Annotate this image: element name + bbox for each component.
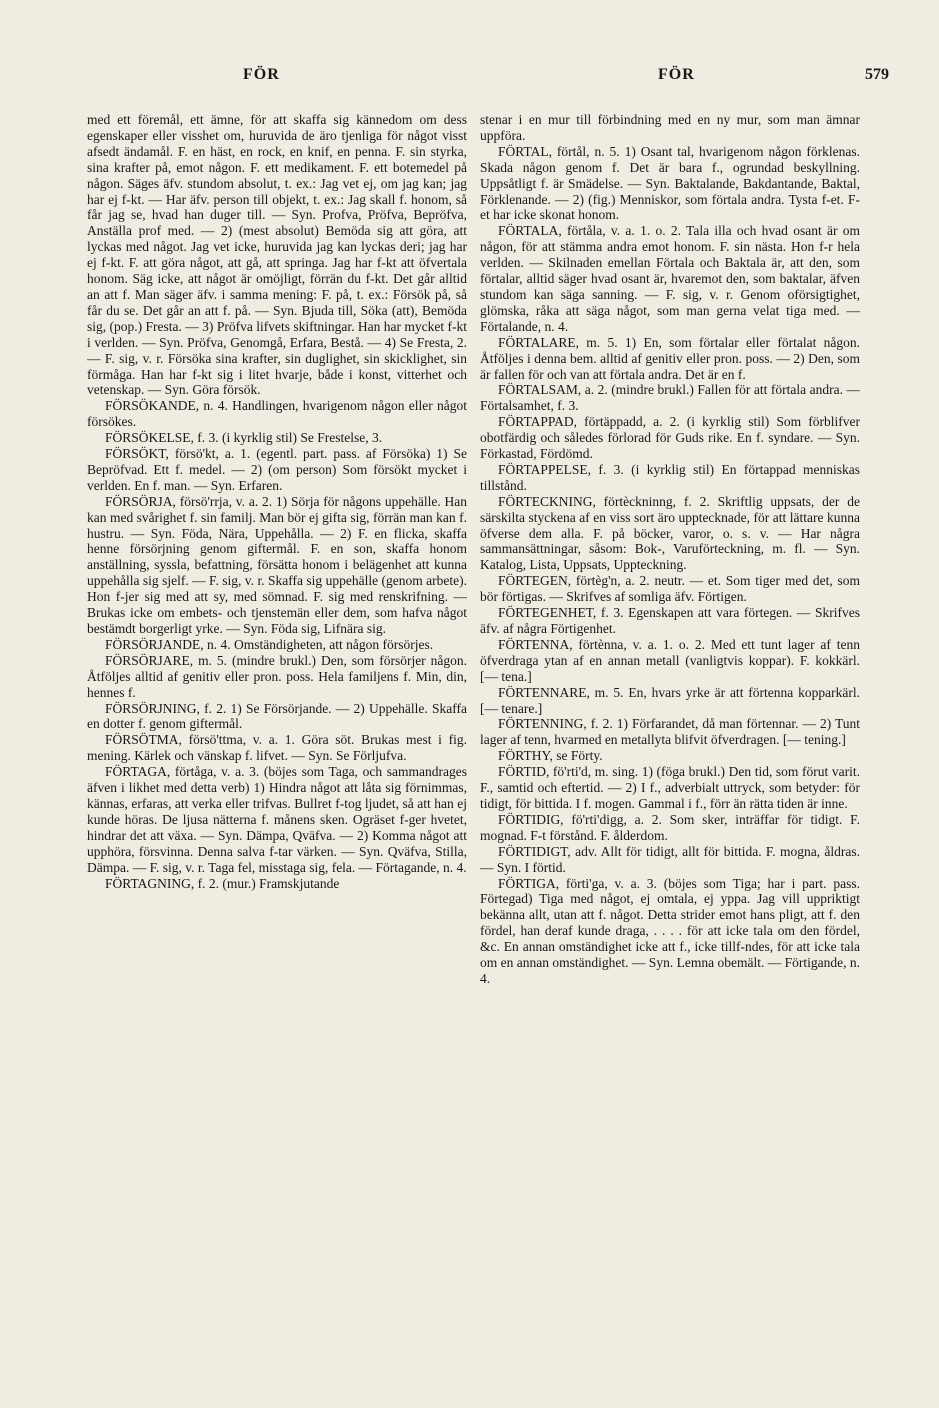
dictionary-entry: FÖRTIGA, förti'ga, v. a. 3. (böjes som Tiga; har i part. pass. Förtegad) Tiga med något, ej omtala, ej yppa. Jag vill uppriktigt bekänna allt, utan att f. något. Detta strider emot hans pligt, att f. den fördel, han deraf kunde draga, . . . . för att icke tala om den fördel, &c. En annan omständighet icke att f., icke tillf-ndes, för att icke tala om en annan omständighet. — Syn. Lemna obemält. — Förtigande, n. 4.: [480, 875, 860, 986]
right-column: [480, 112, 860, 1382]
dictionary-entry: FÖRTID, fö'rti'd, m. sing. 1) (föga brukl.) Den tid, som förut varit. F., samtid och eftertid. — 2) I f., adverbialt uttryck, som betyder: för tidigt, för bittida. I f. mogen. Gammal i f., förr än rätta tiden är inne.: [480, 764, 860, 811]
dictionary-entry: FÖRSÖRJARE, m. 5. (mindre brukl.) Den, som försörjer någon. Åtföljes alltid af genitiv eller pron. poss. Hela familjens f. Min, din, hennes f.: [87, 652, 467, 700]
dictionary-entry: FÖRTHY, se Förty.: [498, 748, 603, 764]
dictionary-entry: FÖRSÖTMA, försö'ttma, v. a. 1. Göra söt. Brukas mest i fig. mening. Kärlek och vänskap f. lifvet. — Syn. Se Förljufva.: [87, 732, 467, 764]
dictionary-entry: FÖRSÖKT, försö'kt, a. 1. (egentl. part. pass. af Försöka) 1) Se Bepröfvad. Ett f. medel. — 2) (om person) Som försökt mycket i verlden. En f. man. — Syn. Erfaren.: [87, 446, 467, 493]
running-head-left: FÖR: [243, 66, 280, 83]
page-number: 579: [865, 66, 889, 83]
dictionary-entry: stenar i en mur till förbindning med en ny mur, som man ämnar uppföra.: [480, 112, 860, 143]
dictionary-entry: FÖRSÖRJA, försö'rrja, v. a. 2. 1) Sörja för någons uppehälle. Han kan med svårighet f. sin familj. Man bör ej gifta sig, förrän man kan f. hustru. — Syn. Föda, Nära, Uppehålla. — 2) F. en flicka, skaffa henne försörjning genom giftermål. F. en son, skaffa honom anställning, syssla, befattning, försätta honom i belägenhet att kunna uppehålla sig sjelf. — F. sig, v. r. Skaffa sig uppehälle (genom arbete). Hon f-jer sig med att sy, med sömnad. F. sig med renskrifning. — Brukas icke om embets- och tjenstemän eller dem, som hafva något bestämdt borgerligt yrke. — Syn. Föda sig, Lifnära sig.: [87, 493, 467, 636]
dictionary-entry: FÖRTENNARE, m. 5. En, hvars yrke är att förtenna kopparkärl. [— tenare.]: [480, 684, 860, 716]
dictionary-entry: FÖRTALA, förtåla, v. a. 1. o. 2. Tala illa och hvad osant är om någon, för att stämma andra emot honom. F. sin nästa. Hon f-r hela verlden. — Skilnaden emellan Förtala och Baktala är, att den, som förtalar, alltid säger hvad osant är, hvaremot den, som baktalar, äfven stundom kan säga sanning. — F. sig, v. r. Genom oförsigtighet, glömska, råka att säga något, som man gerna velat tiga med. — Förtalande, n. 4.: [480, 223, 860, 334]
dictionary-entry: FÖRTAPPAD, förtäppadd, a. 2. (i kyrklig stil) Som förblifver obotfärdig och således förlorad för Guds rike. En f. syndare. — Syn. Förkastad, Fördömd.: [480, 414, 860, 462]
dictionary-entry: FÖRTEGENHET, f. 3. Egenskapen att vara förtegen. — Skrifves äfv. af några Förtigenhet.: [480, 605, 860, 636]
dictionary-entry: FÖRSÖRJANDE, n. 4. Omständigheten, att någon försörjes.: [105, 636, 434, 652]
dictionary-entry: FÖRSÖKELSE, f. 3. (i kyrklig stil) Se Frestelse, 3.: [105, 430, 383, 446]
dictionary-entry: FÖRTIDIGT, adv. Allt för tidigt, allt för bittida. F. mogna, åldras. — Syn. I förtid.: [480, 843, 860, 875]
dictionary-entry: FÖRTENNING, f. 2. 1) Förfarandet, då man förtennar. — 2) Tunt lager af tenn, hvarmed en metallyta blifvit öfverdragen. [— tening.]: [480, 716, 860, 748]
running-head-right: FÖR: [658, 66, 695, 83]
dictionary-entry: FÖRSÖRJNING, f. 2. 1) Se Försörjande. — 2) Uppehälle. Skaffa en dotter f. genom giftermål.: [87, 700, 467, 732]
dictionary-entry: FÖRTALARE, m. 5. 1) En, som förtalar eller förtalat någon. Åtföljes i denna bem. alltid af genitiv eller pron. poss. — 2) Den, som är fallen för och van att förtala andra. Det är en f.: [480, 334, 860, 382]
dictionary-entry: FÖRTALSAM, a. 2. (mindre brukl.) Fallen för att förtala andra. — Förtalsamhet, f. 3.: [480, 382, 860, 414]
dictionary-entry: FÖRTAGA, förtåga, v. a. 3. (böjes som Taga, och sammandrages äfven i likhet med detta verb) 1) Hindra något att låta sig förnimmas, kännas, erfaras, att verka eller trifvas. Bullret f-tog ljudet, så att han ej kunde höras. De ljusa nätterna f. månens sken. Ogräset f-ger hvetet, hindrar det att växa. — Syn. Dämpa, Qväfva. — 2) Komma något att upphöra, försvinna. Denna salva f-tar värken. — Syn. Qväfva, Stilla, Dämpa. — F. sig, v. r. Taga fel, misstaga sig, fela. — Förtagande, n. 4.: [87, 764, 467, 875]
left-column: [87, 112, 467, 1382]
dictionary-entry: FÖRTECKNING, förtèckninng, f. 2. Skriftlig uppsats, der de särskilta styckena af en viss sort äro upptecknade, för att lättare kunna öfverse dem alla. F. på böcker, varor, o. s. v. — Har några sammansättningar, såsom: Bok-, Varuförteckning, m. fl. — Syn. Katalog, Lista, Uppsats, Uppteckning.: [480, 493, 860, 573]
dictionary-entry: FÖRTIDIG, fö'rti'digg, a. 2. Som sker, inträffar för tidigt. F. mognad. F-t förstånd. F. ålderdom.: [480, 811, 860, 843]
dictionary-entry: FÖRTAGNING, f. 2. (mur.) Framskjutande: [105, 875, 340, 891]
dictionary-entry: FÖRTAL, förtål, n. 5. 1) Osant tal, hvarigenom någon förklenas. Skada någon genom f. Det är bara f., ogrundad beskyllning. Uppsåtligt f. är Smädelse. — Syn. Baktalande, Bakdantande, Baktal, Förklenande. — 2) (fig.) Menniskor, som förtala andra. Tysta f-et. F-et har icke skonat honom.: [480, 143, 860, 223]
dictionary-entry: FÖRTAPPELSE, f. 3. (i kyrklig stil) En förtappad menniskas tillstånd.: [480, 461, 860, 493]
dictionary-entry: FÖRTEGEN, förtèg'n, a. 2. neutr. — et. Som tiger med det, som bör förtigas. — Skrifves af somliga äfv. Förtigen.: [480, 573, 860, 605]
dictionary-entry: FÖRTENNA, förtènna, v. a. 1. o. 2. Med ett tunt lager af tenn öfverdraga ytan af en annan metall (vanligtvis koppar). F. kokkärl. [— tena.]: [480, 636, 860, 684]
dictionary-entry: FÖRSÖKANDE, n. 4. Handlingen, hvarigenom någon eller något försökes.: [87, 398, 467, 430]
dictionary-entry: med ett föremål, ett ämne, för att skaffa sig kännedom om dess egenskaper eller visshet om, huruvida de äro tjenliga för något visst afsedt ändamål. F. en häst, en rock, en knif, en penna. F. sin styrka, sina krafter på, emot någon. F. ett medikament. F. ett botemedel på någon. Säges äfv. stundom absolut, t. ex.: Jag vet ej, om jag kan; jag har ej f-kt. — Har äfv. person till objekt, t. ex.: Jag skall f. honom, så får jag se, hvad han duger till. — Syn. Profva, Pröfva, Bepröfva, Anställa prof med. — 2) (mest absolut) Bemöda sig att göra, att lyckas med något. Jag vet icke, huruvida jag kan lyckas deri; jag har ej f-kt. F. att göra något, att gå, att springa. Jag har f-kt att öfvertala honom. Säg icke, att något är omöjligt, förrän du f-kt. Det går alltid an att f. Man säger äfv. i samma mening: F. på, t. ex.: Försök på, så får du se. Det går an att f. på. — Syn. Bjuda till, Söka (att), Bemöda sig, (pop.) Fresta. — 3) Pröfva lifvets skiftningar. Han har mycket f-kt i verlden. — Syn. Pröfva, Genomgå, Erfara, Bestå. — 4) Se Fresta, 2. — F. sig, v. r. Försöka sina krafter, sin duglighet, sin skicklighet, sin förmåga. Han har f-kt sig i litet hvarje, både i konst, vitterhet och vetenskap. — Syn. Göra försök.: [87, 112, 467, 398]
